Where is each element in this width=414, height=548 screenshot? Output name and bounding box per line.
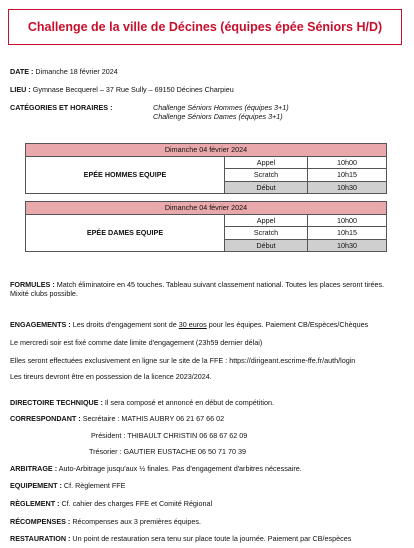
recompenses-text: Récompenses aux 3 premières équipes.: [72, 517, 201, 526]
categories-line: [10, 103, 113, 112]
table-header: Dimanche 04 février 2024: [26, 202, 387, 215]
arbitrage-text: Auto-Arbitrage jusqu'aux ½ finales. Pas d'engagement d'arbitres nécessaire.: [58, 464, 302, 473]
reglement-line: [10, 499, 212, 508]
restauration-text: Un point de restauration sera tenu sur place toute la journée. Paiement par CB/espèces: [72, 534, 352, 543]
row-label: Appel: [225, 214, 308, 227]
correspondant-tresorier: Trésorier : GAUTIER EUSTACHE 06 50 71 70 39: [89, 447, 246, 456]
equipement-line: [10, 481, 125, 490]
row-time: 10h15: [308, 227, 387, 240]
correspondant-line: [10, 414, 224, 423]
row-time: 10h00: [308, 214, 387, 227]
title-box: [8, 9, 402, 45]
engagements-line: [10, 320, 368, 329]
categories-label: CATÉGORIES ET HORAIRES :: [10, 103, 113, 112]
reglement-text: Cf. cahier des charges FFE et Comité Régional: [61, 499, 213, 508]
engagements-label: ENGAGEMENTS :: [10, 320, 71, 329]
category-item: Challenge Séniors Hommes (équipes 3+1): [153, 103, 289, 112]
recompenses-line: [10, 517, 201, 526]
restauration-line: [10, 534, 351, 543]
reglement-label: RÈGLEMENT :: [10, 499, 60, 508]
row-time: 10h30: [308, 239, 387, 252]
date-label: DATE :: [10, 67, 34, 76]
arbitrage-line: [10, 464, 302, 473]
row-time: 10h00: [308, 156, 387, 169]
event-name: EPÉE HOMMES EQUIPE: [26, 156, 225, 194]
equipement-label: EQUIPEMENT :: [10, 481, 62, 490]
formules-text: Match éliminatoire en 45 touches. Tableau suivant classement national. Toutes les places seront tirées.: [56, 280, 385, 289]
correspondant-secretaire: Secrétaire : MATHIS AUBRY 06 21 67 66 02: [82, 414, 225, 423]
formules-label: FORMULES :: [10, 280, 55, 289]
schedule-table-dames: [25, 201, 387, 252]
lieu-line: [10, 85, 234, 94]
page-title: Challenge de la ville de Décines (équipes épée Séniors H/D): [27, 20, 383, 34]
event-name: EPÉE DAMES EQUIPE: [26, 214, 225, 252]
schedule-table-hommes: [25, 143, 387, 194]
row-label: Début: [225, 239, 308, 252]
engagements-text-after: pour les équipes. Paiement CB/Espèces/Chèques: [208, 320, 369, 329]
correspondant-label: CORRESPONDANT :: [10, 414, 81, 423]
row-label: Scratch: [225, 169, 308, 182]
date-line: [10, 67, 118, 76]
restauration-label: RESTAURATION :: [10, 534, 71, 543]
engagements-text-before: Les droits d'engagement sont de: [72, 320, 177, 329]
lieu-value: Gymnase Becquerel – 37 Rue Sully – 69150 Décines Charpieu: [32, 85, 234, 94]
directoire-line: [10, 398, 274, 407]
arbitrage-label: ARBITRAGE :: [10, 464, 58, 473]
row-label: Début: [225, 181, 308, 194]
formules-text2: Mixité clubs possible.: [10, 289, 78, 298]
engagements-licence: Les tireurs devront être en possession de la licence 2023/2024.: [10, 372, 212, 381]
equipement-text: Cf. Règlement FFE: [63, 481, 126, 490]
engagements-online: Elles seront effectuées exclusivement en ligne sur le site de la FFE : https://dirigeant.escrime-ffe.fr/auth/login: [10, 356, 356, 365]
engagements-deadline: Le mercredi soir est fixé comme date limite d'engagement (23h59 dernier délai): [10, 338, 263, 347]
table-header: Dimanche 04 février 2024: [26, 144, 387, 157]
formules-section: [10, 280, 406, 298]
lieu-label: LIEU :: [10, 85, 31, 94]
recompenses-label: RÉCOMPENSES :: [10, 517, 71, 526]
row-time: 10h30: [308, 181, 387, 194]
directoire-label: DIRECTOIRE TECHNIQUE :: [10, 398, 103, 407]
row-label: Scratch: [225, 227, 308, 240]
engagements-amount: 30 euros: [178, 320, 207, 329]
correspondant-president: Président : THIBAULT CHRISTIN 06 68 67 62 09: [91, 431, 248, 440]
category-item: Challenge Séniors Dames (équipes 3+1): [153, 112, 283, 121]
date-value: Dimanche 18 février 2024: [35, 67, 118, 76]
row-time: 10h15: [308, 169, 387, 182]
row-label: Appel: [225, 156, 308, 169]
directoire-text: Il sera composé et annoncé en début de compétition.: [104, 398, 274, 407]
